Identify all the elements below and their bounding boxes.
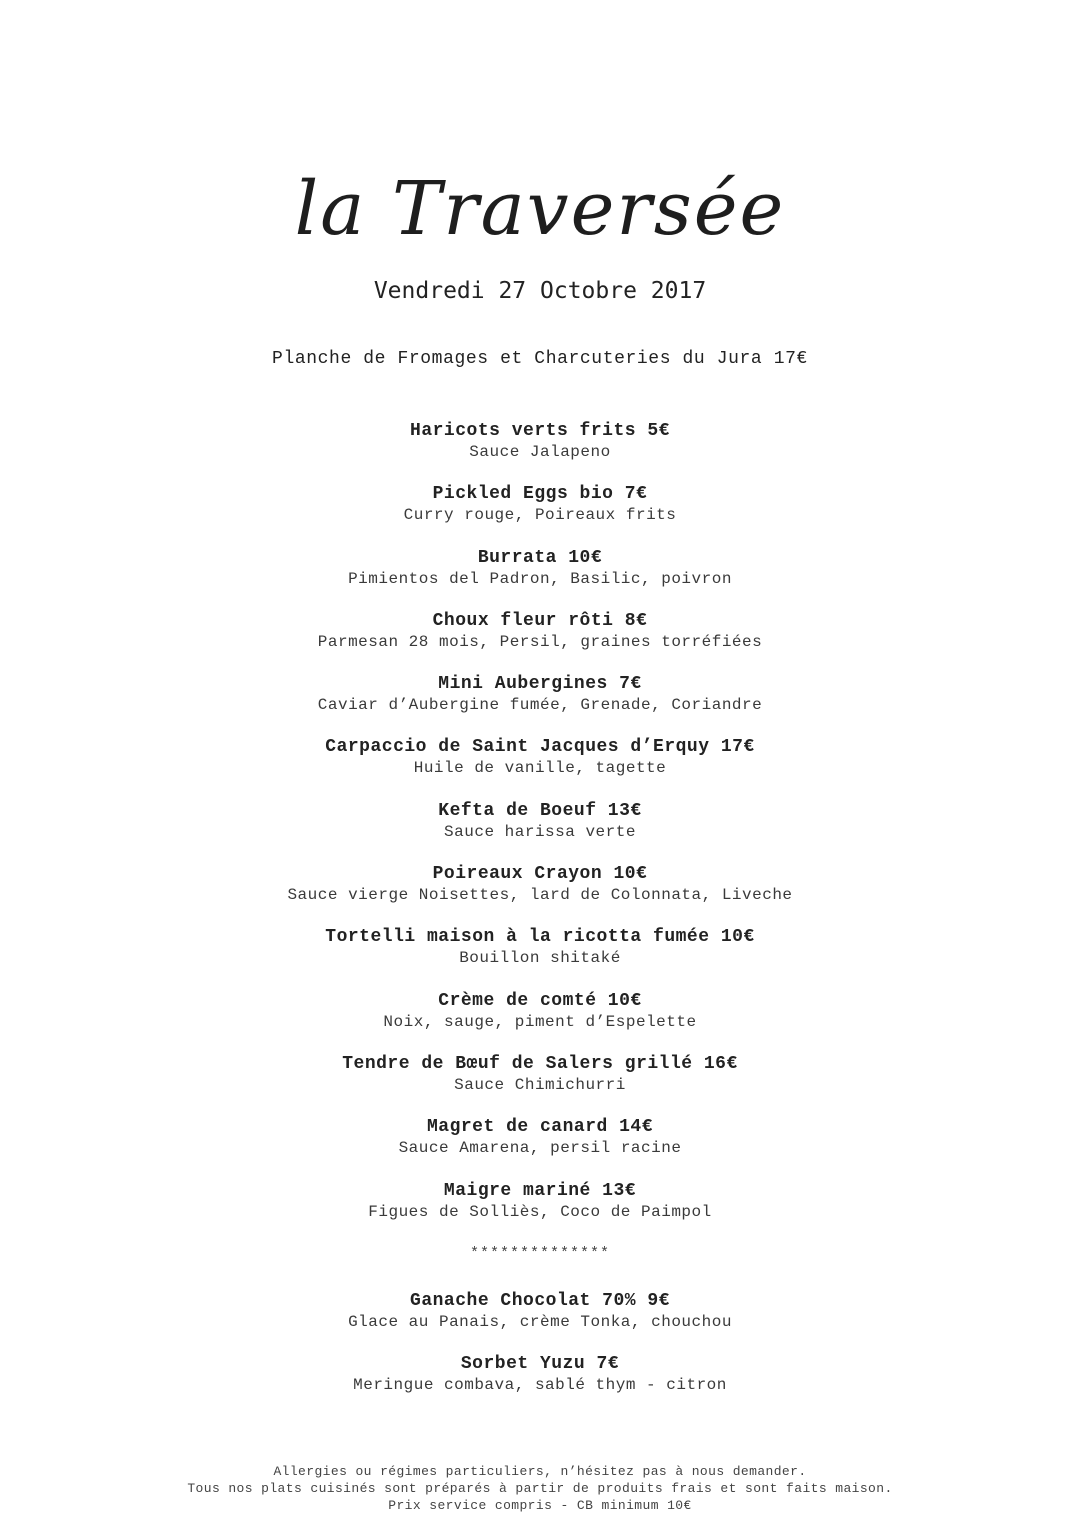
dish-description: Bouillon shitaké: [459, 949, 621, 968]
dish-name: Poireaux Crayon 10€: [432, 864, 648, 885]
dish-name: Crème de comté 10€: [438, 990, 642, 1011]
dish-description: Sauce harissa verte: [444, 822, 636, 841]
dish-name: Haricots verts frits 5€: [410, 421, 670, 441]
dish-description: Huile de vanille, tagette: [413, 759, 667, 778]
dessert-list: [0, 1290, 1080, 1417]
dish-description: Caviar d’Aubergine fumée, Grenade, Coriandre: [317, 696, 763, 715]
dish-name: Mini Aubergines 7€: [438, 674, 642, 695]
dish-item: [0, 420, 1080, 483]
dish-item: [0, 483, 1080, 546]
dessert-description: Glace au Panais, crème Tonka, chouchou: [348, 1313, 732, 1331]
footer-service-note: Prix service compris - CB minimum 10€: [388, 1498, 692, 1513]
footer-notes: [0, 1463, 1080, 1514]
dish-name: Kefta de Boeuf 13€: [438, 800, 642, 821]
dish-description: Sauce Chimichurri: [454, 1075, 626, 1094]
dessert-name: Sorbet Yuzu 7€: [460, 1354, 620, 1375]
dish-name: Pickled Eggs bio 7€: [432, 484, 648, 505]
dish-name: Burrata 10€: [477, 547, 603, 568]
menu-date: Vendredi 27 Octobre 2017: [373, 278, 707, 304]
dish-item: [0, 610, 1080, 673]
dish-item: [0, 1053, 1080, 1116]
dish-name: Tortelli maison à la ricotta fumée 10€: [325, 927, 755, 948]
dish-description: Figues de Solliès, Coco de Paimpol: [368, 1202, 712, 1221]
dish-item: [0, 736, 1080, 799]
dish-name: Choux fleur rôti 8€: [432, 610, 648, 631]
dish-name: Magret de canard 14€: [426, 1117, 654, 1138]
dish-description: Curry rouge, Poireaux frits: [403, 506, 677, 525]
dish-description: Pimientos del Padron, Basilic, poivron: [348, 569, 732, 588]
dessert-name: Ganache Chocolat 70% 9€: [410, 1291, 670, 1311]
dish-description: Sauce vierge Noisettes, lard de Colonnata, Liveche: [287, 886, 793, 905]
dessert-description: Meringue combava, sablé thym - citron: [353, 1376, 727, 1395]
starter-item: Planche de Fromages et Charcuteries du Jura 17€: [272, 349, 808, 369]
dish-item: [0, 800, 1080, 863]
footer-homemade-note: Tous nos plats cuisinés sont préparés à partir de produits frais et sont faits maison.: [187, 1481, 893, 1496]
dessert-item: [0, 1353, 1080, 1416]
section-separator: **************: [469, 1245, 611, 1262]
footer-allergies-note: Allergies ou régimes particuliers, n’hésitez pas à nous demander.: [273, 1464, 807, 1479]
dish-item: [0, 990, 1080, 1053]
dish-description: Sauce Jalapeno: [469, 443, 611, 461]
dish-item: [0, 1116, 1080, 1179]
dessert-item: [0, 1290, 1080, 1353]
dish-item: [0, 1180, 1080, 1243]
dish-item: [0, 926, 1080, 989]
dish-list: [0, 420, 1080, 1243]
dish-name: Maigre mariné 13€: [443, 1180, 637, 1201]
dish-description: Noix, sauge, piment d’Espelette: [383, 1012, 697, 1031]
dish-item: [0, 547, 1080, 610]
dish-item: [0, 863, 1080, 926]
restaurant-title: la Traversée: [294, 166, 786, 252]
dish-name: Carpaccio de Saint Jacques d’Erquy 17€: [325, 737, 755, 758]
dish-item: [0, 673, 1080, 736]
dish-name: Tendre de Bœuf de Salers grillé 16€: [342, 1053, 738, 1074]
dish-description: Sauce Amarena, persil racine: [398, 1139, 682, 1158]
dish-description: Parmesan 28 mois, Persil, graines torréfiées: [317, 632, 763, 651]
